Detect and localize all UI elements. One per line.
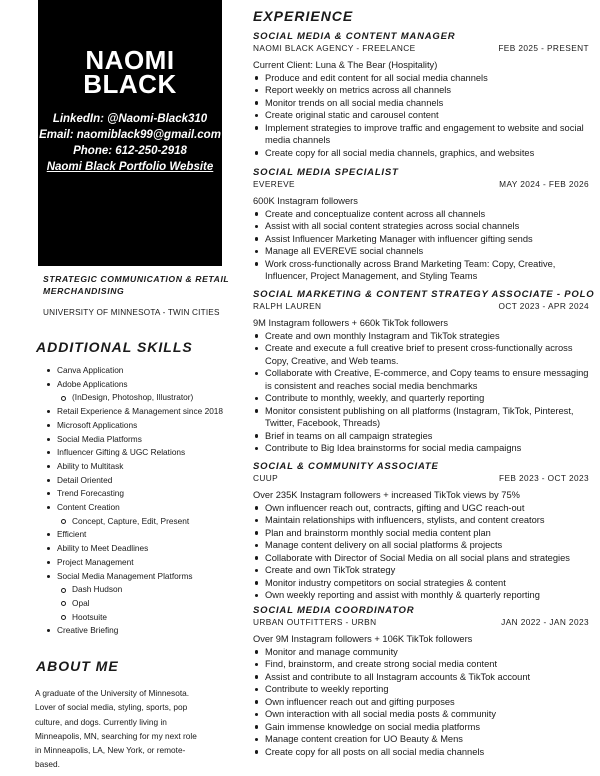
job-meta (253, 179, 589, 189)
skill-item: Ability to Multitask (57, 460, 237, 474)
job-summary: 600K Instagram followers (253, 196, 358, 206)
job-title: SOCIAL MEDIA & CONTENT MANAGER (253, 31, 456, 42)
job-bullet: Create and execute a full creative brief to present cross-functionally across Copy, Creative, and Web teams. (253, 342, 589, 367)
job-title: SOCIAL & COMMUNITY ASSOCIATE (253, 461, 439, 472)
job-bullet: Find, brainstorm, and create strong social media content (253, 658, 589, 671)
contact-info (38, 111, 222, 175)
company-name: NAOMI BLACK AGENCY - FREELANCE (253, 43, 416, 53)
job-dates: FEB 2025 - PRESENT (498, 43, 589, 53)
skill-item: Retail Experience & Management since 2018 (57, 405, 237, 419)
job-bullet: Own weekly reporting and assist with monthly & quarterly reporting (253, 589, 589, 602)
job-bullet: Maintain relationships with influencers, stylists, and content creators (253, 514, 589, 527)
skill-item: Content Creation (57, 501, 237, 515)
skill-subitem: Hootsuite (57, 611, 237, 625)
company-name: URBAN OUTFITTERS - URBN (253, 617, 377, 627)
job-bullet: Plan and brainstorm monthly social media content plan (253, 527, 589, 540)
job-bullet: Assist and contribute to all Instagram accounts & TikTok account (253, 671, 589, 684)
phone-number: Phone: 612-250-2918 (73, 145, 187, 157)
job-bullet: Report weekly on metrics across all channels (253, 84, 589, 97)
job-bullet: Monitor consistent publishing on all platforms (Instagram, TikTok, Pinterest, Twitter, Facebook, Threads) (253, 405, 589, 430)
experience-entry (253, 605, 589, 758)
skill-item: Microsoft Applications (57, 419, 237, 433)
name-last: BLACK (83, 69, 177, 99)
skill-item: Creative Briefing (57, 624, 237, 638)
candidate-name (38, 45, 222, 99)
job-bullet: Create and conceptualize content across all channels (253, 208, 589, 221)
job-dates: OCT 2023 - APR 2024 (498, 301, 589, 311)
job-bullet: Own influencer reach out and gifting purposes (253, 696, 589, 709)
name-first: NAOMI (85, 45, 175, 75)
school-name: UNIVERSITY OF MINNESOTA - TWIN CITIES (43, 308, 220, 317)
job-dates: MAY 2024 - FEB 2026 (499, 179, 589, 189)
job-dates: JAN 2022 - JAN 2023 (501, 617, 589, 627)
job-bullet: Create copy for all posts on all social media channels (253, 746, 589, 759)
experience-entry (253, 461, 589, 602)
job-bullet: Assist Influencer Marketing Manager with influencer gifting sends (253, 233, 589, 246)
job-bullet: Collaborate with Creative, E-commerce, and Copy teams to ensure messaging is consistent and reaches social media benchmarks (253, 367, 589, 392)
job-bullet: Collaborate with Director of Social Media on all social plans and strategies (253, 552, 589, 565)
skill-item: Trend Forecasting (57, 487, 237, 501)
job-bullet: Create and own TikTok strategy (253, 564, 589, 577)
linkedin-handle: LinkedIn: @Naomi-Black310 (52, 113, 208, 125)
skill-subitem: Concept, Capture, Edit, Present (57, 515, 237, 529)
company-name: CUUP (253, 473, 279, 483)
experience-entry (253, 31, 589, 159)
job-summary: Current Client: Luna & The Bear (Hospitality) (253, 60, 438, 70)
about-text: A graduate of the University of Minnesota. Lover of social media, styling, sports, pop culture, and dogs. Currently living in Minneapolis, MN, searching for my next role in Minneapolis, LA, New York, or remote-based. (35, 688, 197, 770)
job-bullet: Implement strategies to improve traffic and engagement to website and social media channels (253, 122, 589, 147)
company-name: EVEREVE (253, 179, 295, 189)
job-bullet: Gain immense knowledge on social media platforms (253, 721, 589, 734)
name-header-block (38, 0, 222, 266)
job-dates: FEB 2023 - OCT 2023 (499, 473, 589, 483)
email-address: Email: naomiblack99@gmail.com (39, 129, 221, 141)
skill-item: Adobe Applications (57, 378, 237, 392)
job-bullets (253, 646, 589, 759)
skills-list (57, 364, 237, 638)
skill-subitem: (InDesign, Photoshop, Illustrator) (57, 391, 237, 405)
job-bullet: Own influencer reach out, contracts, gifting and UGC reach-out (253, 502, 589, 515)
skill-item: Social Media Management Platforms (57, 570, 237, 584)
job-bullet: Create and own monthly Instagram and TikTok strategies (253, 330, 589, 343)
job-meta (253, 301, 589, 311)
job-bullet: Contribute to Big Idea brainstorms for social media campaigns (253, 442, 589, 455)
about-heading: ABOUT ME (36, 658, 119, 674)
job-bullet: Own interaction with all social media posts & community (253, 708, 589, 721)
job-bullets (253, 330, 589, 455)
skill-item: Canva Application (57, 364, 237, 378)
degree-title: STRATEGIC COMMUNICATION & RETAIL MERCHANDISING (43, 274, 230, 296)
skill-item: Efficient (57, 528, 237, 542)
job-bullet: Monitor and manage community (253, 646, 589, 659)
job-meta (253, 43, 589, 53)
skills-heading: ADDITIONAL SKILLS (36, 339, 193, 355)
skill-item: Project Management (57, 556, 237, 570)
job-bullet: Brief in teams on all campaign strategies (253, 430, 589, 443)
job-summary: Over 9M Instagram followers + 106K TikTok followers (253, 634, 473, 644)
job-bullet: Monitor trends on all social media channels (253, 97, 589, 110)
job-bullets (253, 502, 589, 602)
skill-item: Social Media Platforms (57, 433, 237, 447)
job-bullet: Monitor industry competitors on social strategies & content (253, 577, 589, 590)
job-bullet: Assist with all social content strategies across social channels (253, 220, 589, 233)
skill-subitem: Dash Hudson (57, 583, 237, 597)
job-summary: Over 235K Instagram followers + increased TikTok views by 75% (253, 490, 520, 500)
skill-subitem: Opal (57, 597, 237, 611)
company-name: RALPH LAUREN (253, 301, 322, 311)
job-title: SOCIAL MARKETING & CONTENT STRATEGY ASSOCIATE - POLO (253, 289, 595, 300)
job-meta (253, 473, 589, 483)
job-bullet: Work cross-functionally across Brand Marketing Team: Copy, Creative, Influencer, Project Management, and Styling Teams (253, 258, 589, 283)
job-bullet: Contribute to weekly reporting (253, 683, 589, 696)
experience-entry (253, 167, 589, 283)
job-bullet: Manage content delivery on all social platforms & projects (253, 539, 589, 552)
job-title: SOCIAL MEDIA SPECIALIST (253, 167, 399, 178)
job-bullet: Manage all EVEREVE social channels (253, 245, 589, 258)
job-summary: 9M Instagram followers + 660k TikTok followers (253, 318, 449, 328)
left-column (0, 0, 240, 776)
job-meta (253, 617, 589, 627)
job-title: SOCIAL MEDIA COORDINATOR (253, 605, 415, 616)
job-bullet: Produce and edit content for all social media channels (253, 72, 589, 85)
skill-item: Influencer Gifting & UGC Relations (57, 446, 237, 460)
job-bullet: Create original static and carousel content (253, 109, 589, 122)
skill-item: Detail Oriented (57, 474, 237, 488)
job-bullets (253, 208, 589, 283)
job-bullet: Manage content creation for UO Beauty & Mens (253, 733, 589, 746)
skill-item: Ability to Meet Deadlines (57, 542, 237, 556)
portfolio-link[interactable]: Naomi Black Portfolio Website (46, 161, 214, 173)
experience-entry (253, 289, 595, 455)
job-bullets (253, 72, 589, 160)
job-bullet: Create copy for all social media channels, graphics, and websites (253, 147, 589, 160)
experience-column (253, 0, 593, 776)
job-bullet: Contribute to monthly, weekly, and quarterly reporting (253, 392, 589, 405)
experience-heading: EXPERIENCE (253, 8, 354, 24)
